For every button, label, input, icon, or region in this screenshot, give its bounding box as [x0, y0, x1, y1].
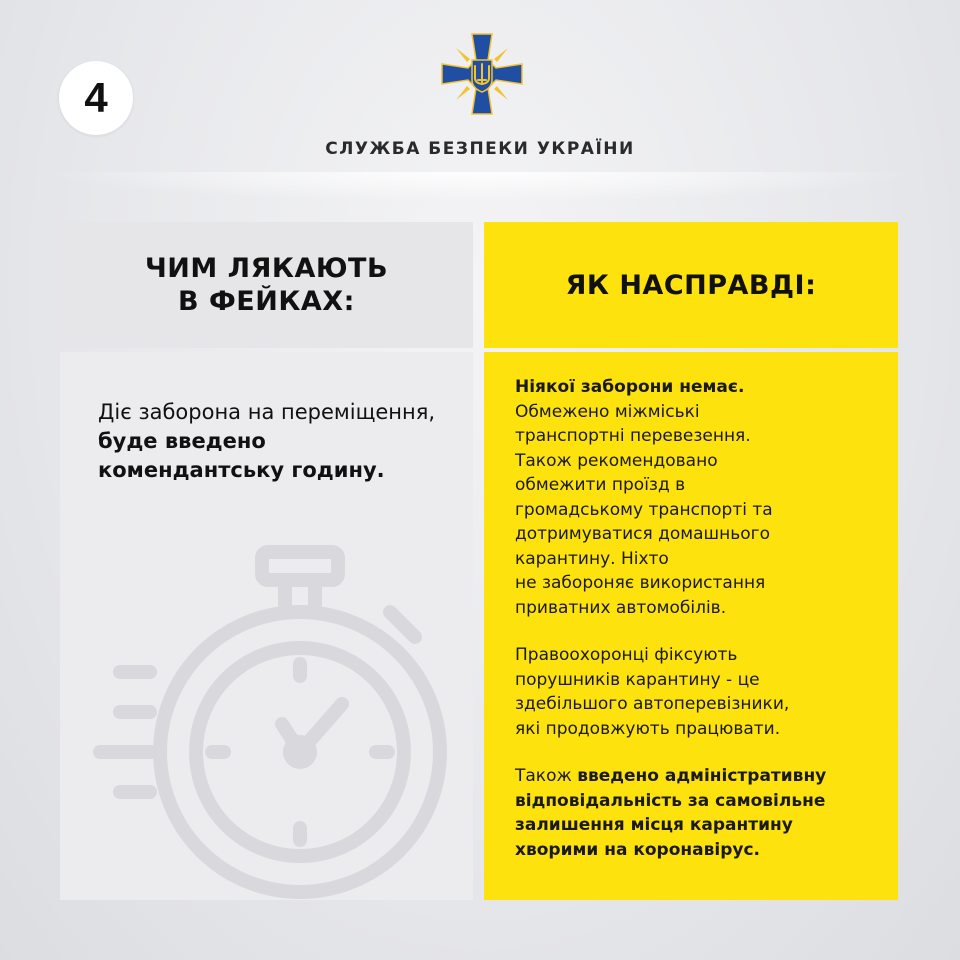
reality-p1-line: приватних автомобілів.	[515, 597, 727, 618]
header-divider-glow	[40, 172, 920, 202]
reality-p2-line: Правоохоронці фіксують	[515, 645, 738, 665]
reality-p3-bold-line: залишення місця карантину	[515, 815, 793, 835]
reality-p3-bold-line: введено адміністративну	[577, 766, 827, 786]
stopwatch-icon	[90, 542, 450, 900]
reality-p1-bold: Ніякої заборони немає.	[515, 377, 745, 397]
reality-p3-first-line	[515, 764, 885, 789]
fake-heading-line1: ЧИМ ЛЯКАЮТЬ	[144, 253, 389, 284]
slide-number: 4	[84, 74, 108, 121]
fake-claim-bold: буде введено комендантську годину.	[98, 429, 385, 482]
reality-p1-line: Обмежено міжміські	[515, 401, 700, 422]
fake-claim-panel	[60, 352, 473, 900]
reality-p2-line: здебільшого автоперевізники,	[515, 694, 790, 714]
reality-p1-line: карантину. Ніхто	[515, 548, 669, 569]
reality-panel	[484, 352, 898, 900]
reality-text	[515, 375, 885, 862]
reality-heading: ЯК НАСПРАВДІ:	[565, 269, 817, 301]
fake-claim-regular: Діє заборона на переміщення,	[98, 400, 436, 424]
reality-paragraph-2	[515, 643, 885, 741]
reality-p2-line: які продовжують працювати.	[515, 718, 781, 739]
fake-claim-heading-panel	[60, 222, 473, 348]
ukraine-security-service-emblem-icon	[434, 26, 530, 122]
reality-p1-line: не забороняє використання	[515, 573, 766, 593]
fake-heading-line2: В ФЕЙКАХ:	[178, 286, 355, 317]
reality-p2-line: порушників карантину - це	[515, 669, 760, 690]
fake-claim-text	[98, 398, 448, 485]
reality-p3-regular: Також	[515, 766, 578, 786]
organization-name: СЛУЖБА БЕЗПЕКИ УКРАЇНИ	[325, 139, 635, 159]
reality-p1-line: транспортні перевезення.	[515, 426, 751, 446]
reality-p3-bold-line: хворими на коронавірус.	[515, 839, 760, 860]
reality-p1-line: обмежити проїзд в	[515, 475, 686, 495]
slide-number-badge	[59, 61, 133, 135]
reality-p3-bold-line: відповідальність за самовільне	[515, 790, 826, 811]
reality-p1-line: громадському транспорті та	[515, 499, 773, 520]
reality-paragraph-1	[515, 375, 885, 620]
reality-p1-line: дотримуватися домашнього	[515, 524, 770, 544]
reality-heading-panel	[484, 222, 898, 348]
fake-claim-heading	[117, 252, 417, 318]
reality-p1-line: Також рекомендовано	[515, 450, 718, 471]
reality-paragraph-3	[515, 764, 885, 862]
